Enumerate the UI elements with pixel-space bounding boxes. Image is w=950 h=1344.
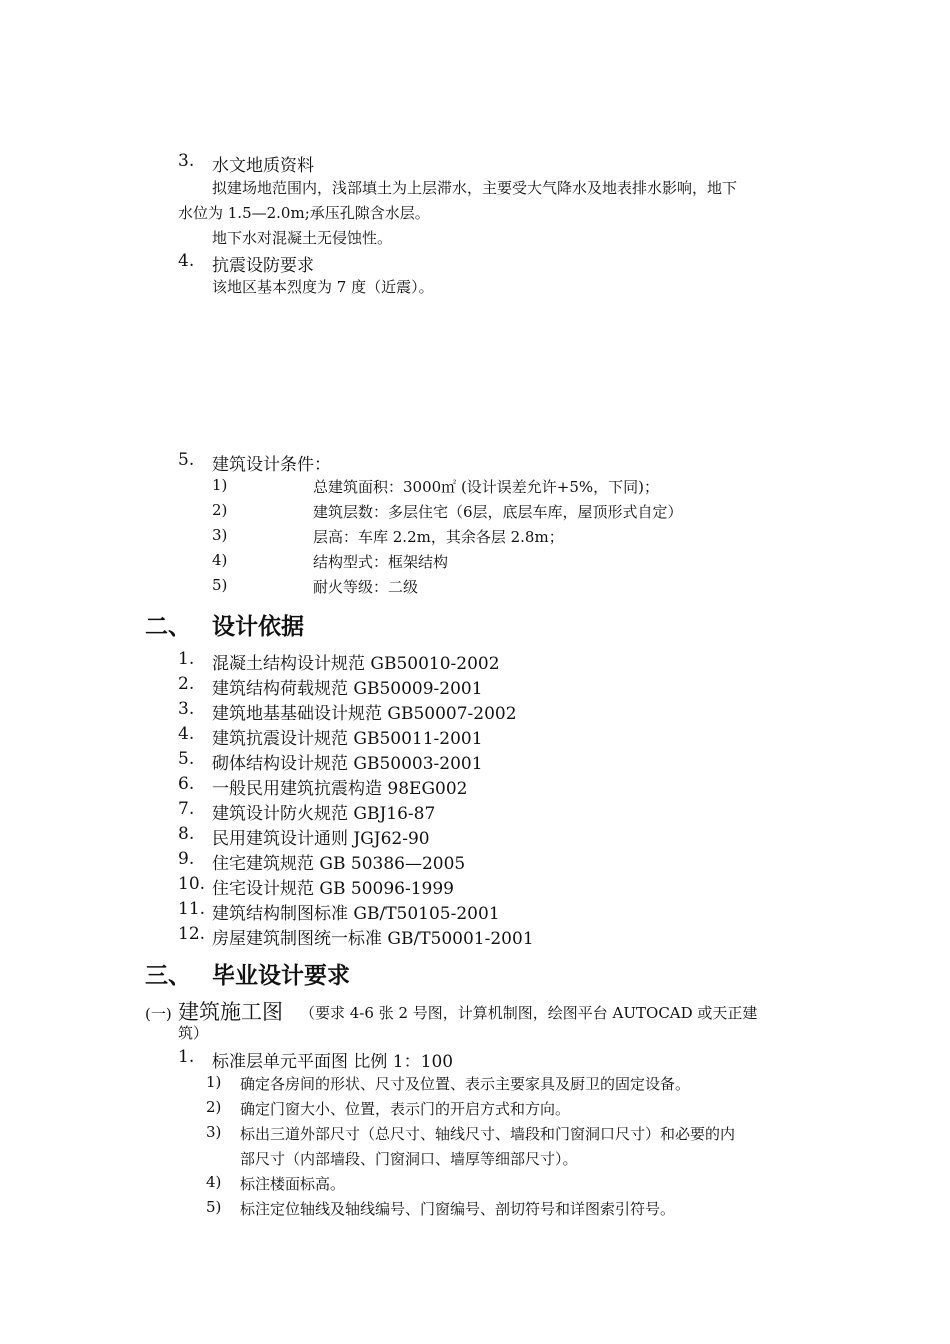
list-item-text: 住宅设计规范 GB 50096-1999	[212, 879, 454, 899]
list-item-text: 住宅建筑规范 GB 50386—2005	[212, 854, 466, 874]
list-item-text: 确定各房间的形状、尺寸及位置、表示主要家具及厨卫的固定设备。	[240, 1075, 691, 1093]
chapter-number: 三、	[145, 962, 191, 989]
list-item-number: 3.	[178, 699, 195, 719]
list-item-text: 建筑设计防火规范 GBJ16-87	[212, 804, 436, 824]
list-item-number: 3)	[212, 526, 228, 544]
section-title: 建筑设计条件：	[212, 455, 331, 475]
list-item-number: 6.	[178, 774, 195, 794]
list-item-text: 耐火等级：二级	[313, 578, 419, 596]
chapter-title: 设计依据	[212, 613, 304, 640]
paragraph-line: 水位为 1.5—2.0m;承压孔隙含水层。	[178, 204, 430, 222]
section-number: 3.	[178, 151, 195, 171]
paragraph-line: 拟建场地范围内，浅部填土为上层滞水，主要受大气降水及地表排水影响，地下	[212, 179, 738, 197]
list-item-number: 1)	[212, 476, 228, 494]
list-item-number: 8.	[178, 824, 195, 844]
list-item-number: 12.	[178, 924, 206, 944]
list-item-text: 标出三道外部尺寸（总尺寸、轴线尺寸、墙段和门窗洞口尺寸）和必要的内	[240, 1125, 736, 1143]
part-note: （要求 4-6 张 2 号图，计算机制图，绘图平台 AUTOCAD 或天正建	[300, 1004, 758, 1022]
subsection-number: 1.	[178, 1047, 195, 1067]
section-title: 水文地质资料	[212, 156, 314, 176]
list-item-number: 3)	[206, 1123, 222, 1141]
list-item-text: 部尺寸（内部墙段、门窗洞口、墙厚等细部尺寸）。	[240, 1150, 578, 1168]
list-item-text: 民用建筑设计通则 JGJ62-90	[212, 829, 430, 849]
part-note: 筑）	[178, 1024, 209, 1042]
part-title: 建筑施工图	[178, 1000, 283, 1024]
section-title: 抗震设防要求	[212, 256, 314, 276]
list-item-number: 5)	[212, 576, 228, 594]
paragraph-line: 地下水对混凝土无侵蚀性。	[212, 229, 393, 247]
list-item-text: 层高：车库 2.2m，其余各层 2.8m；	[313, 528, 564, 546]
list-item-number: 2.	[178, 674, 195, 694]
list-item-text: 标注定位轴线及轴线编号、门窗编号、剖切符号和详图索引符号。	[240, 1200, 676, 1218]
list-item-number: 5)	[206, 1198, 222, 1216]
list-item-number: 2)	[212, 501, 228, 519]
subsection-title: 标准层单元平面图 比例 1：100	[212, 1052, 454, 1072]
list-item-number: 2)	[206, 1098, 222, 1116]
list-item-text: 一般民用建筑抗震构造 98EG002	[212, 779, 468, 799]
list-item-text: 砌体结构设计规范 GB50003-2001	[212, 754, 483, 774]
list-item-text: 混凝土结构设计规范 GB50010-2002	[212, 654, 500, 674]
chapter-title: 毕业设计要求	[212, 962, 350, 989]
section-number: 5.	[178, 450, 195, 470]
list-item-text: 确定门窗大小、位置，表示门的开启方式和方向。	[240, 1100, 571, 1118]
section-number: 4.	[178, 251, 195, 271]
list-item-text: 建筑层数：多层住宅（6层，底层车库，屋顶形式自定）	[313, 503, 683, 521]
list-item-text: 结构型式：框架结构	[313, 553, 449, 571]
list-item-number: 1.	[178, 649, 195, 669]
chapter-number: 二、	[145, 613, 191, 640]
list-item-number: 4)	[206, 1173, 222, 1191]
list-item-text: 房屋建筑制图统一标准 GB/T50001-2001	[212, 929, 534, 949]
list-item-text: 总建筑面积：3000㎡ (设计误差允许+5%，下同)；	[313, 478, 660, 496]
list-item-text: 建筑地基基础设计规范 GB50007-2002	[212, 704, 517, 724]
list-item-number: 4)	[212, 551, 228, 569]
list-item-number: 5.	[178, 749, 195, 769]
list-item-text: 建筑抗震设计规范 GB50011-2001	[212, 729, 483, 749]
list-item-number: 1)	[206, 1073, 222, 1091]
list-item-number: 9.	[178, 849, 195, 869]
list-item-number: 4.	[178, 724, 195, 744]
list-item-text: 建筑结构制图标准 GB/T50105-2001	[212, 904, 500, 924]
list-item-number: 7.	[178, 799, 195, 819]
list-item-text: 建筑结构荷载规范 GB50009-2001	[212, 679, 483, 699]
list-item-number: 11.	[178, 899, 206, 919]
list-item-text: 标注楼面标高。	[240, 1175, 346, 1193]
part-number: (一)	[145, 1005, 172, 1023]
list-item-number: 10.	[178, 874, 206, 894]
paragraph-line: 该地区基本烈度为 7 度（近震）。	[212, 278, 434, 296]
